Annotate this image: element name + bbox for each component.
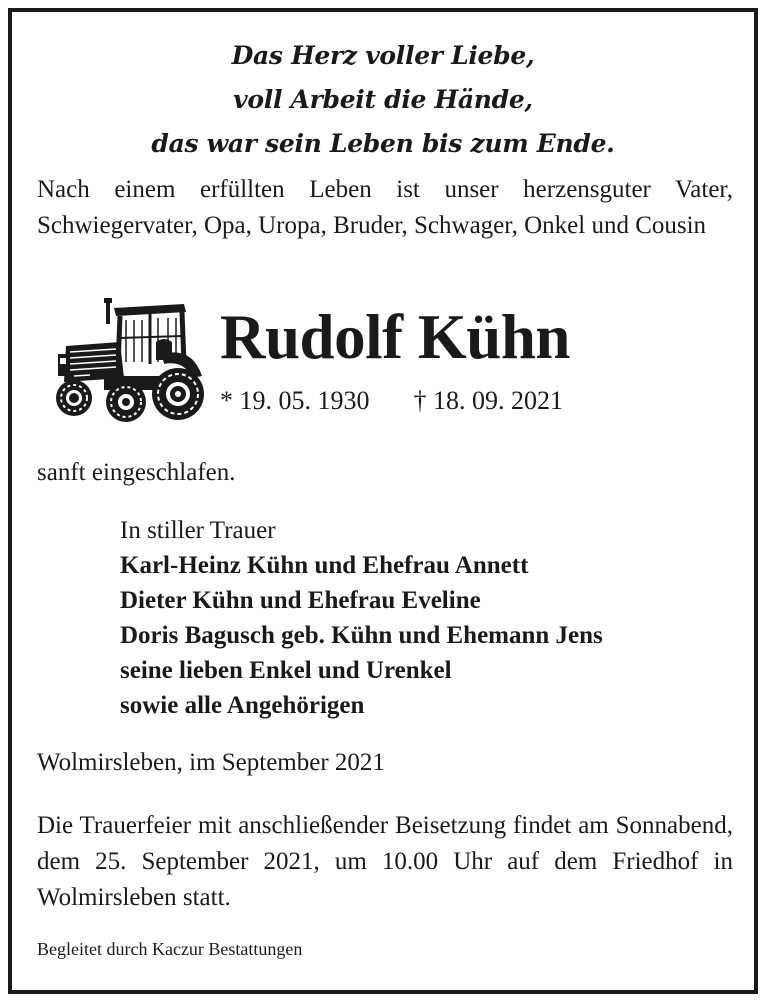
funeral-home-credit: Begleitet durch Kaczur Bestattungen: [37, 939, 303, 959]
mourners-intro: In stiller Trauer: [120, 517, 276, 544]
obituary-content: [12, 12, 754, 990]
closing-text: sanft eingeschlafen.: [37, 459, 236, 486]
obituary-frame: [8, 8, 758, 994]
mourners-list: [120, 513, 603, 723]
poem-line-3: das war sein Leben bis zum Ende.: [151, 129, 615, 158]
mourner-4: seine lieben Enkel und Urenkel: [120, 657, 452, 684]
intro-text: Nach einem erfüllten Leben ist unser herzensguter Vater, Schwiegervater, Opa, Uropa, Bruder, Schwager, Onkel und Cousin: [37, 176, 733, 239]
ceremony-text: Die Trauerfeier mit anschließender Beisetzung findet am Sonnabend, dem 25. September 2021, um 10.00 Uhr auf dem Friedhof in Wolmirsleben statt.: [37, 812, 733, 911]
mourner-5: sowie alle Angehörigen: [120, 692, 365, 719]
place-date: Wolmirsleben, im September 2021: [37, 749, 385, 776]
poem-line-2: voll Arbeit die Hände,: [233, 85, 533, 114]
death-date: † 18. 09. 2021: [413, 386, 563, 415]
poem: [12, 34, 754, 166]
mourner-1: Karl-Heinz Kühn und Ehefrau Annett: [120, 552, 529, 579]
mourner-3: Doris Bagusch geb. Kühn und Ehemann Jens: [120, 622, 603, 649]
poem-line-1: Das Herz voller Liebe,: [231, 41, 535, 70]
deceased-name: Rudolf Kühn: [220, 302, 570, 372]
life-dates: [220, 384, 563, 418]
birth-date: * 19. 05. 1930: [220, 386, 370, 415]
tractor-icon: [44, 294, 204, 426]
mourner-2: Dieter Kühn und Ehefrau Eveline: [120, 587, 481, 614]
